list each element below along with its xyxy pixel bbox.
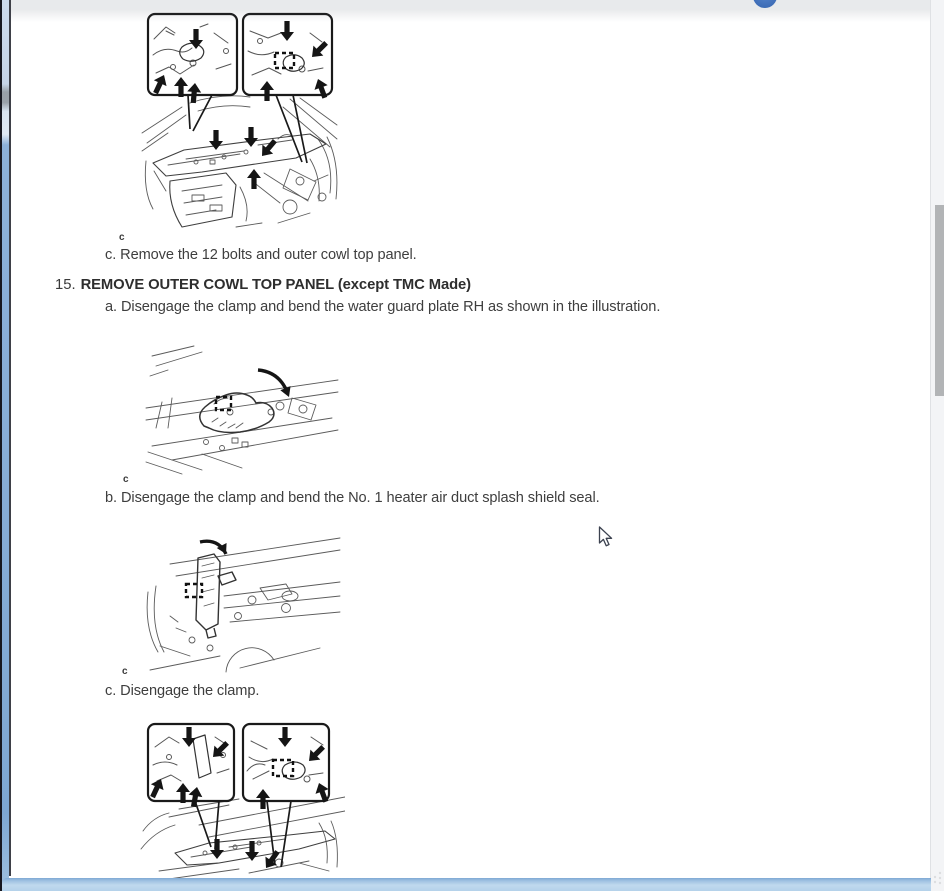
substep-marker: c. — [105, 247, 117, 263]
figure-water-guard-plate-illustration — [142, 342, 342, 478]
substep-15b-text — [105, 490, 600, 506]
bottom-frame-blue-border — [2, 878, 931, 891]
mouse-cursor — [598, 526, 614, 548]
substep-marker: b. — [105, 490, 117, 506]
top-bar-shadow — [11, 9, 931, 22]
left-frame-blue-border — [2, 0, 9, 884]
scrollbar-track[interactable] — [930, 0, 944, 891]
figure-label: c — [123, 474, 129, 485]
figure-label: c — [122, 666, 128, 677]
figure-label: c — [119, 232, 125, 243]
substep-text: Disengage the clamp and bend the No. 1 heater air duct splash shield seal. — [120, 490, 600, 506]
figure-cowl-bolts-illustration — [140, 11, 338, 238]
step-15-heading — [55, 277, 471, 293]
left-frame-inner-edge — [9, 0, 11, 876]
step-title: REMOVE OUTER COWL TOP PANEL (except TMC Made) — [80, 277, 471, 293]
substep-text: Disengage the clamp and bend the water guard plate RH as shown in the illustration. — [120, 299, 661, 315]
substep-14c-text — [105, 247, 417, 263]
resize-grip-dots — [931, 870, 943, 886]
substep-15a-text — [105, 299, 660, 315]
step-number: 15. — [55, 277, 76, 293]
substep-15c-text — [105, 683, 259, 699]
substep-marker: c. — [105, 683, 117, 699]
top-chrome-bar — [11, 0, 931, 9]
substep-marker: a. — [105, 299, 117, 315]
figure-cowl-bolts-bottom-illustration — [139, 713, 345, 879]
substep-text: Disengage the clamp. — [120, 683, 260, 699]
scrollbar-thumb[interactable] — [935, 205, 944, 396]
figure-clamp-illustration — [140, 536, 342, 674]
substep-text: Remove the 12 bolts and outer cowl top panel. — [120, 247, 417, 263]
